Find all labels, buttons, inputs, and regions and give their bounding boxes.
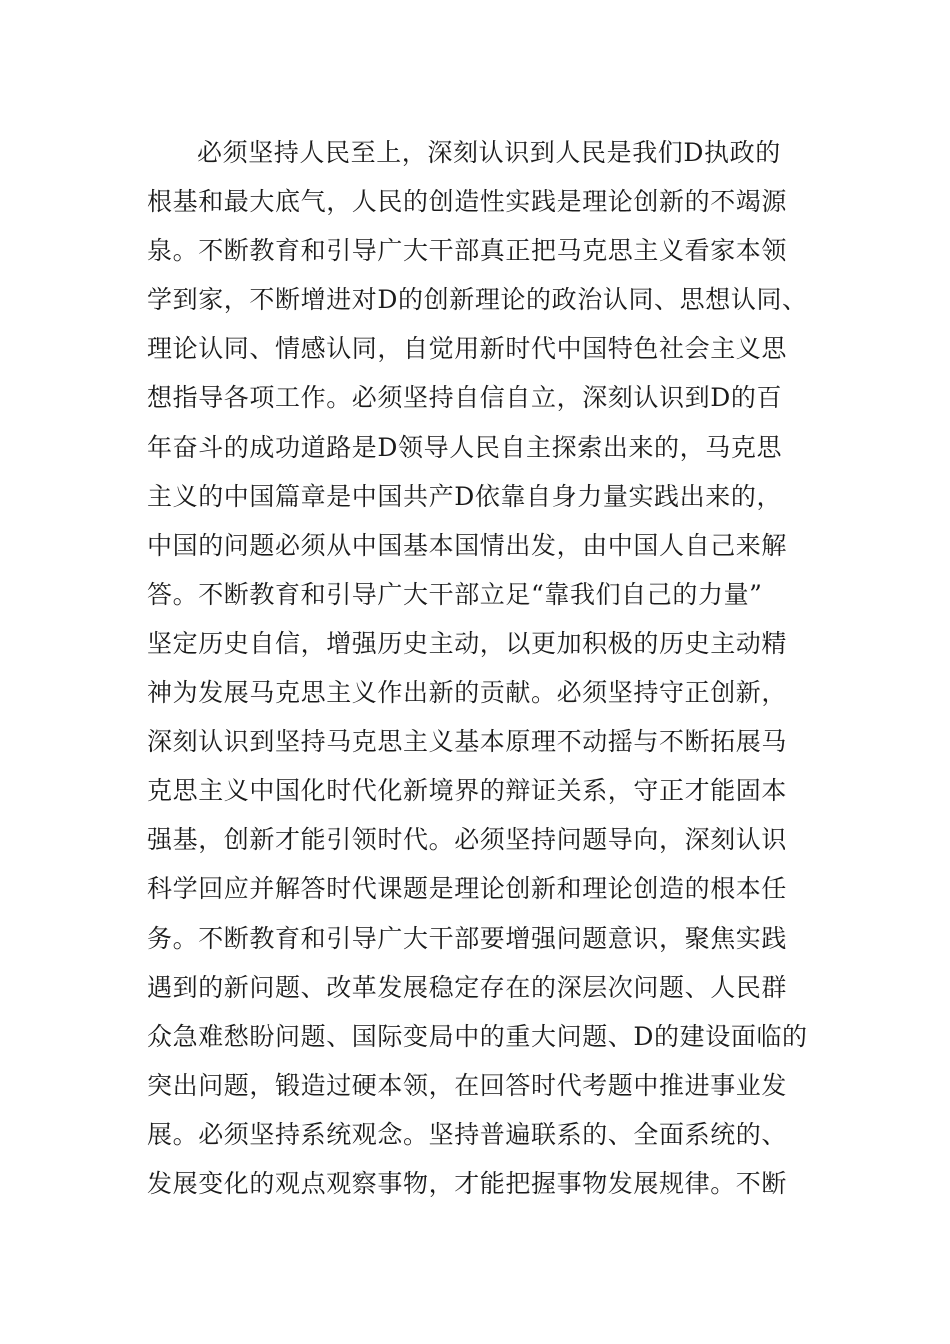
text-line: 必须坚持人民至上，深刻认识到人民是我们D执政的 — [197, 138, 781, 167]
text-line: 遇到的新问题、改革发展稳定存在的深层次问题、人民群 — [147, 972, 788, 1002]
text-line: 突出问题，锻造过硬本领，在回答时代考题中推进事业发 — [147, 1070, 788, 1100]
text-line: 坚定历史自信，增强历史主动，以更加积极的历史主动精 — [147, 628, 788, 658]
text-line: 深刻认识到坚持马克思主义基本原理不动摇与不断拓展马 — [147, 727, 788, 757]
text-line: 发展变化的观点观察事物，才能把握事物发展规律。不断 — [147, 1168, 788, 1198]
text-line: 主义的中国篇章是中国共产D依靠自身力量实践出来的， — [147, 481, 783, 511]
text-line: 中国的问题必须从中国基本国情出发，由中国人自己来解 — [147, 530, 788, 560]
text-line: 根基和最大底气，人民的创造性实践是理论创新的不竭源 — [147, 187, 788, 217]
text-line: 答。不断教育和引导广大干部立足“靠我们自己的力量” — [147, 579, 763, 609]
text-line: 理论认同、情感认同，自觉用新时代中国特色社会主义思 — [147, 334, 788, 364]
text-line: 泉。不断教育和引导广大干部真正把马克思主义看家本领 — [147, 236, 788, 266]
text-line: 强基，创新才能引领时代。必须坚持问题导向，深刻认识 — [147, 825, 788, 855]
text-line: 务。不断教育和引导广大干部要增强问题意识，聚焦实践 — [147, 923, 788, 953]
text-line: 克思主义中国化时代化新境界的辩证关系，守正才能固本 — [147, 776, 788, 806]
text-line: 想指导各项工作。必须坚持自信自立，深刻认识到D的百 — [147, 383, 783, 413]
text-line: 神为发展马克思主义作出新的贡献。必须坚持守正创新， — [147, 678, 788, 708]
text-line: 众急难愁盼问题、国际变局中的重大问题、D的建设面临的 — [147, 1021, 808, 1051]
text-line: 学到家，不断增进对D的创新理论的政治认同、思想认同、 — [147, 285, 808, 315]
text-line: 年奋斗的成功道路是D领导人民自主探索出来的，马克思 — [147, 432, 783, 462]
text-line: 展。必须坚持系统观念。坚持普遍联系的、全面系统的、 — [147, 1119, 788, 1149]
body-paragraph — [147, 128, 847, 1208]
text-line: 科学回应并解答时代课题是理论创新和理论创造的根本任 — [147, 874, 788, 904]
